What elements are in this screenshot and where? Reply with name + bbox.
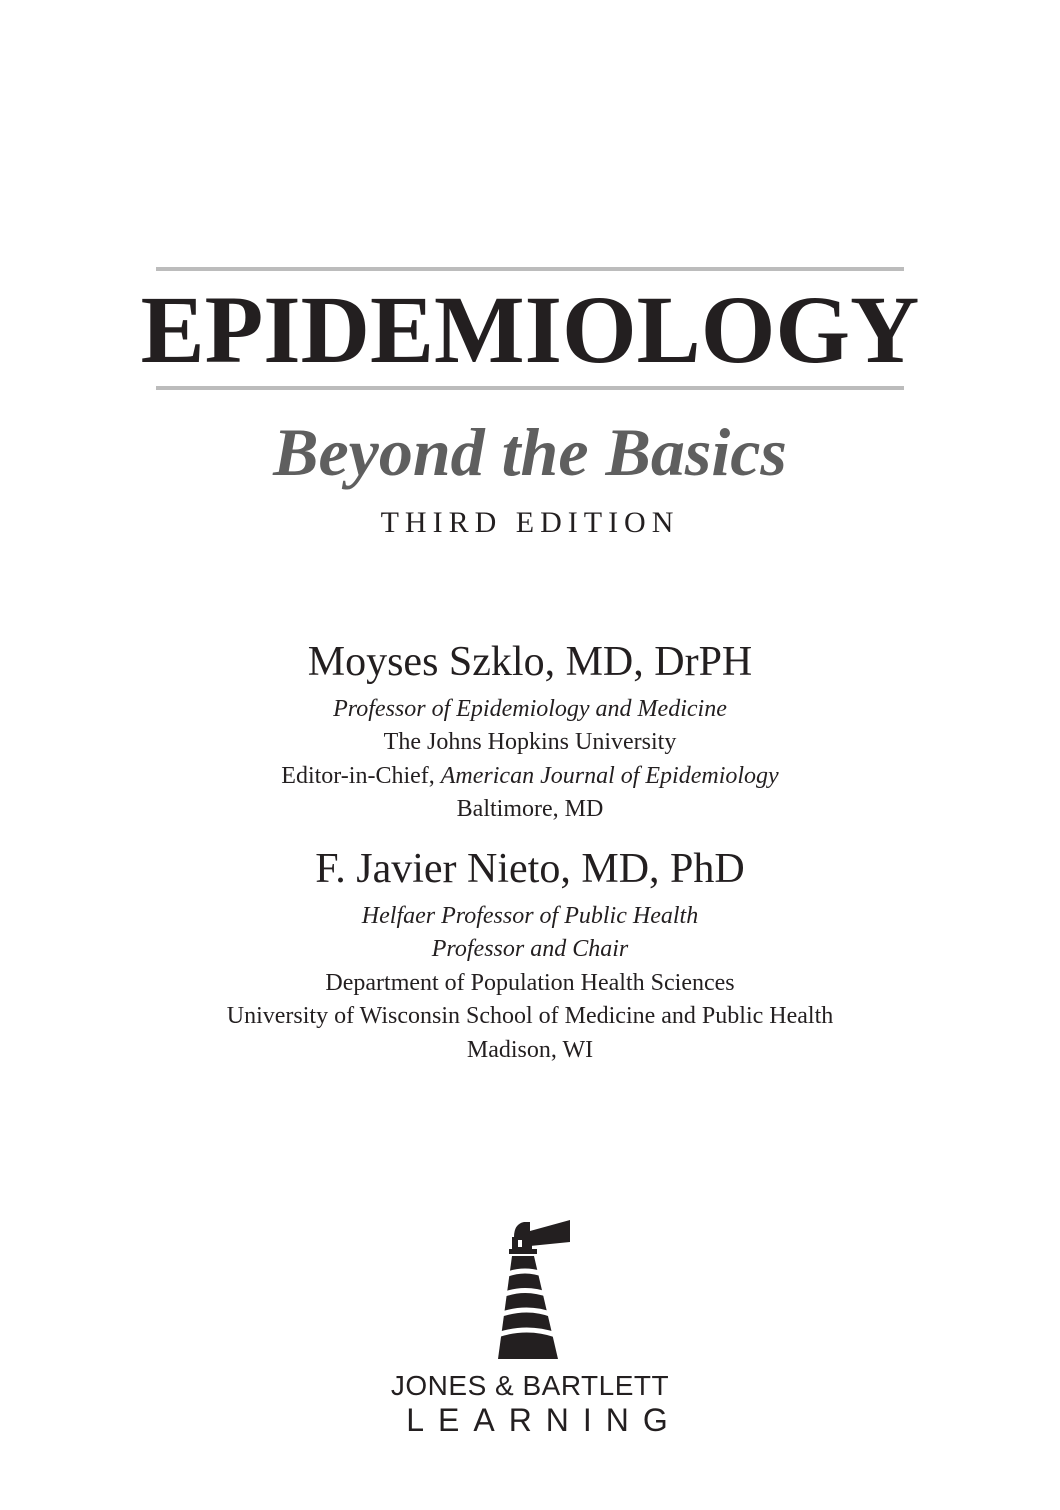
title-rule-top: [156, 267, 904, 271]
publisher-name-line-2: LEARNING: [406, 1402, 682, 1438]
author-2-institution: University of Wisconsin School of Medicine and Public Health: [226, 1003, 834, 1029]
book-subtitle: Beyond the Basics: [273, 414, 787, 490]
author-1-role: [0, 762, 1060, 790]
lighthouse-icon: [490, 1215, 580, 1360]
author-2-position-2: Professor and Chair: [431, 936, 629, 962]
author-1-institution: The Johns Hopkins University: [383, 729, 677, 755]
author-1-name: Moyses Szklo, MD, DrPH: [307, 639, 753, 685]
title-rule-bottom: [156, 386, 904, 390]
publisher-name-line-1: JONES & BARTLETT: [390, 1370, 670, 1401]
author-1-role-prefix: Editor-in-Chief,: [281, 763, 441, 789]
book-title: EPIDEMIOLOGY: [140, 276, 920, 383]
author-2-location: Madison, WI: [466, 1037, 594, 1063]
author-2-department: Department of Population Health Sciences: [325, 970, 735, 996]
author-1-position: Professor of Epidemiology and Medicine: [333, 696, 727, 722]
book-edition: THIRD EDITION: [380, 506, 680, 539]
author-2-name: F. Javier Nieto, MD, PhD: [315, 846, 745, 892]
author-1-role-journal: American Journal of Epidemiology: [440, 763, 779, 789]
author-1-location: Baltimore, MD: [456, 796, 604, 822]
author-2-position: Helfaer Professor of Public Health: [361, 903, 699, 929]
